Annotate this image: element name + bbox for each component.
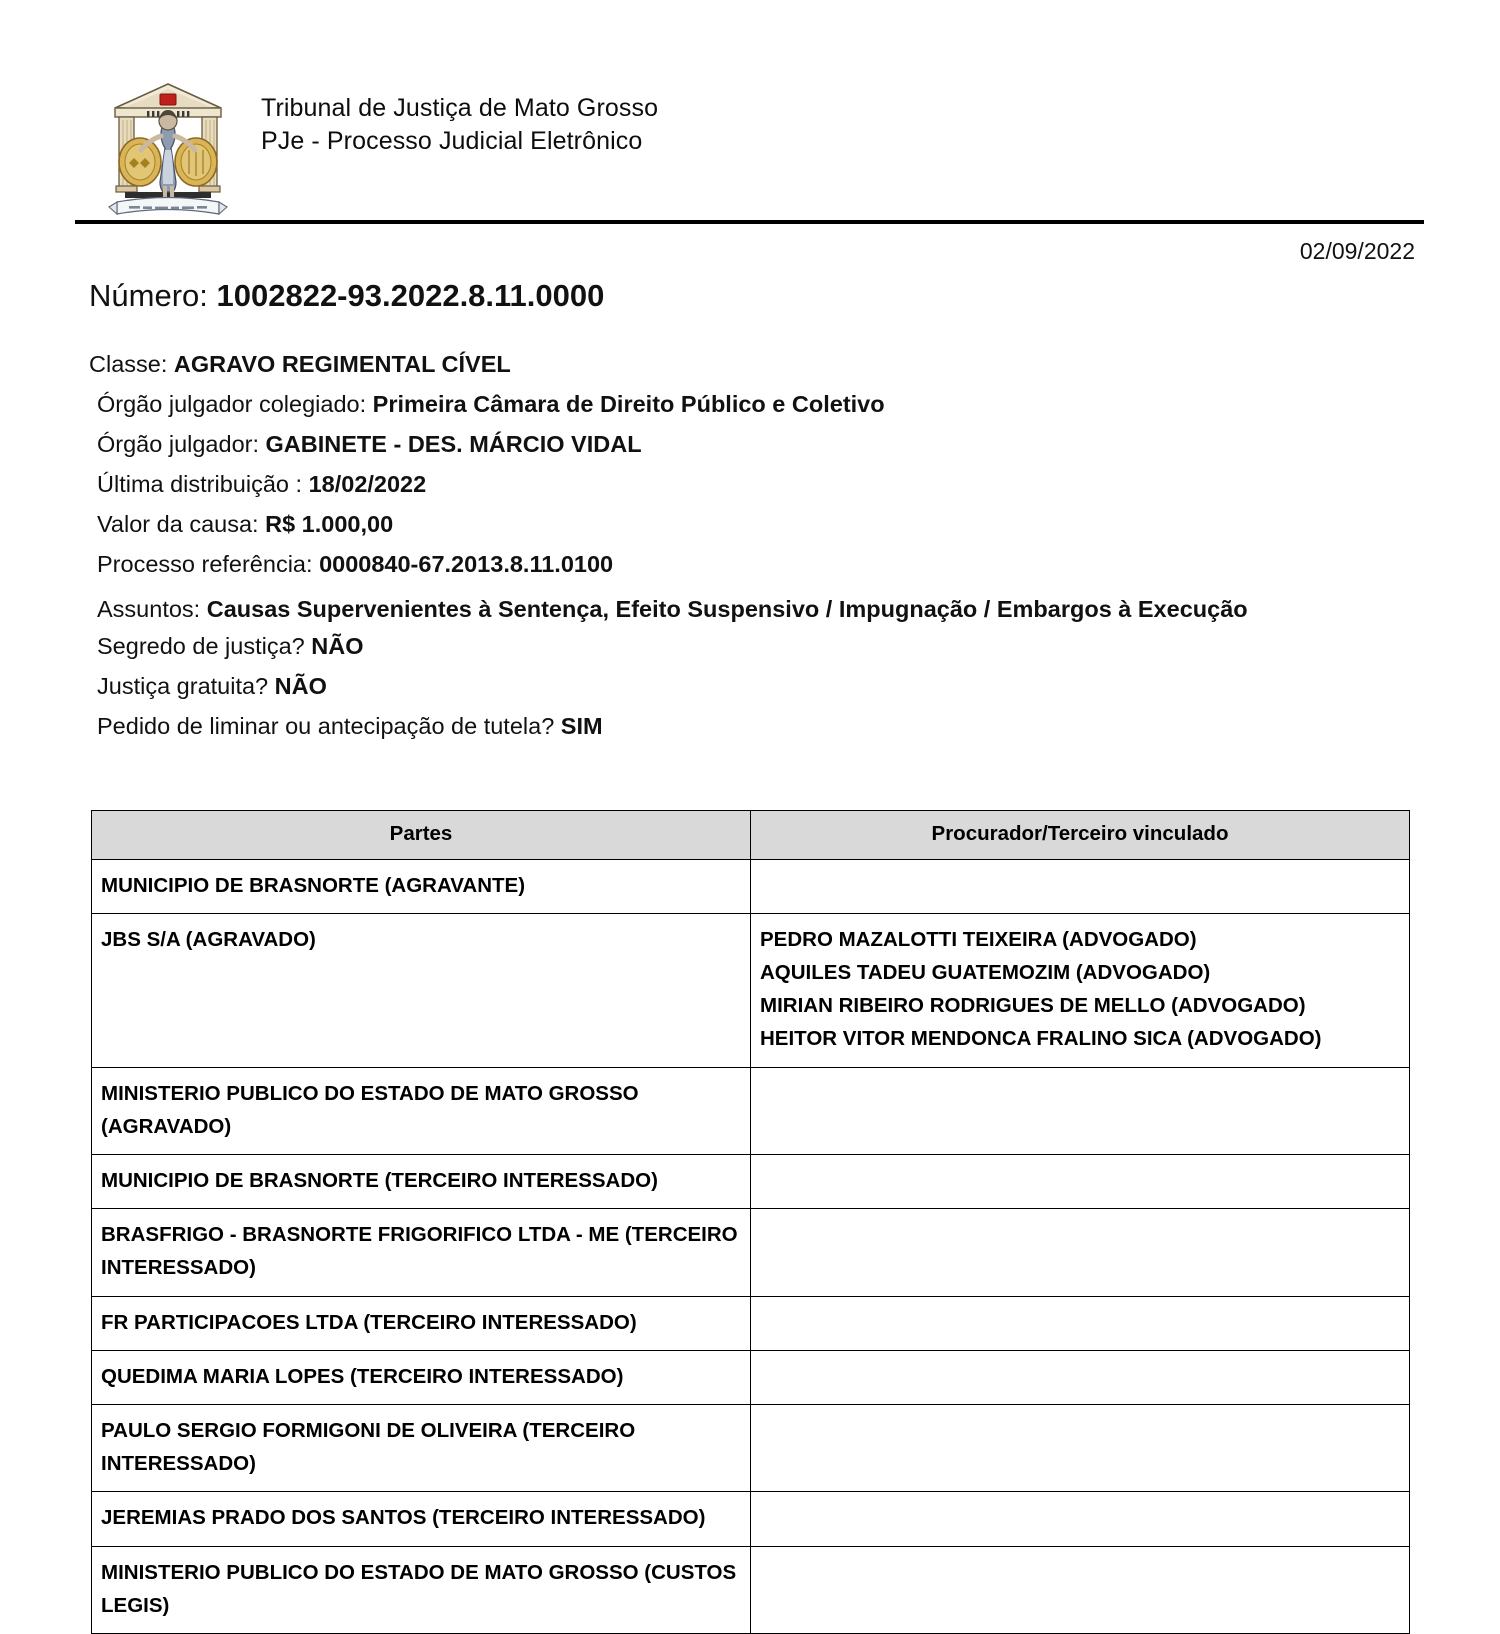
document-masthead <box>75 70 1425 222</box>
cell-procurador <box>751 859 1410 913</box>
table-row <box>92 1546 1410 1633</box>
field-value: Causas Supervenientes à Sentença, Efeito Suspensivo / Impugnação / Embargos à Execução <box>206 596 1248 622</box>
cell-procurador <box>751 1350 1410 1404</box>
process-metadata <box>89 353 1419 755</box>
cell-parte: JBS S/A (AGRAVADO) <box>92 913 751 1067</box>
cell-procurador <box>751 1296 1410 1350</box>
process-number-line <box>89 278 604 314</box>
table-row <box>92 859 1410 913</box>
table-row <box>92 1296 1410 1350</box>
cell-procurador <box>751 913 1410 1067</box>
field-value: 18/02/2022 <box>308 471 427 497</box>
metadata-row-orgao-julgador <box>89 433 1419 457</box>
cell-parte: BRASFRIGO - BRASNORTE FRIGORIFICO LTDA - ME (TERCEIRO INTERESSADO) <box>92 1209 751 1296</box>
metadata-row-segredo-justica <box>89 635 1419 659</box>
cell-parte: PAULO SERGIO FORMIGONI DE OLIVEIRA (TERCEIRO INTERESSADO) <box>92 1405 751 1492</box>
cell-procurador <box>751 1492 1410 1546</box>
cell-procurador <box>751 1209 1410 1296</box>
cell-parte: JEREMIAS PRADO DOS SANTOS (TERCEIRO INTERESSADO) <box>92 1492 751 1546</box>
table-row <box>92 1405 1410 1492</box>
field-value: 0000840-67.2013.8.11.0100 <box>319 551 614 577</box>
table-row <box>92 1067 1410 1154</box>
court-identification <box>261 92 658 158</box>
cell-procurador <box>751 1067 1410 1154</box>
tjmt-coat-of-arms-icon <box>103 78 233 218</box>
cell-parte: MUNICIPIO DE BRASNORTE (AGRAVANTE) <box>92 859 751 913</box>
field-value: GABINETE - DES. MÁRCIO VIDAL <box>265 431 642 457</box>
cell-parte: QUEDIMA MARIA LOPES (TERCEIRO INTERESSADO) <box>92 1350 751 1404</box>
field-label: Órgão julgador: <box>97 431 259 457</box>
metadata-row-classe <box>89 353 1419 377</box>
parties-table-body <box>92 859 1410 1633</box>
table-row <box>92 913 1410 1067</box>
field-value: Primeira Câmara de Direito Público e Coletivo <box>372 391 885 417</box>
field-label: Assuntos: <box>97 596 201 622</box>
cell-procurador <box>751 1405 1410 1492</box>
metadata-row-justica-gratuita <box>89 675 1419 699</box>
metadata-row-ultima-distribuicao <box>89 473 1419 497</box>
table-row <box>92 1155 1410 1209</box>
metadata-row-assuntos <box>89 593 1419 626</box>
field-label: Justiça gratuita? <box>97 673 269 700</box>
table-row <box>92 1209 1410 1296</box>
column-header-partes: Partes <box>92 811 751 860</box>
process-number-value: 1002822-93.2022.8.11.0000 <box>216 278 605 313</box>
field-value: NÃO <box>274 673 327 700</box>
document-date: 02/09/2022 <box>1299 238 1415 264</box>
cell-parte: FR PARTICIPACOES LTDA (TERCEIRO INTERESSADO) <box>92 1296 751 1350</box>
cell-parte: MUNICIPIO DE BRASNORTE (TERCEIRO INTERESSADO) <box>92 1155 751 1209</box>
metadata-row-orgao-colegiado <box>89 393 1419 417</box>
table-header-row <box>92 811 1410 860</box>
process-number-label: Número: <box>89 278 208 313</box>
procurador-name: HEITOR VITOR MENDONCA FRALINO SICA (ADVOGADO) <box>760 1027 1322 1051</box>
parties-table <box>91 810 1410 1634</box>
procurador-name: PEDRO MAZALOTTI TEIXEIRA (ADVOGADO) <box>760 927 1197 951</box>
metadata-row-processo-referencia <box>89 553 1419 577</box>
header-divider <box>75 220 1424 224</box>
field-value: AGRAVO REGIMENTAL CÍVEL <box>173 351 511 377</box>
metadata-row-valor-causa <box>89 513 1419 537</box>
field-label: Classe: <box>89 351 168 377</box>
cell-parte: MINISTERIO PUBLICO DO ESTADO DE MATO GROSSO (CUSTOS LEGIS) <box>92 1546 751 1633</box>
field-label: Pedido de liminar ou antecipação de tutela? <box>97 713 555 740</box>
field-label: Última distribuição : <box>97 471 303 497</box>
metadata-row-pedido-liminar <box>89 715 1419 739</box>
field-value: R$ 1.000,00 <box>265 511 394 537</box>
procurador-name: AQUILES TADEU GUATEMOZIM (ADVOGADO) <box>760 961 1211 984</box>
court-name: Tribunal de Justiça de Mato Grosso <box>261 94 659 122</box>
cell-procurador <box>751 1546 1410 1633</box>
cell-procurador <box>751 1155 1410 1209</box>
field-label: Segredo de justiça? <box>97 633 305 660</box>
field-value: SIM <box>560 713 603 740</box>
procurador-name: MIRIAN RIBEIRO RODRIGUES DE MELLO (ADVOGADO) <box>760 994 1306 1018</box>
field-label: Valor da causa: <box>97 511 259 537</box>
cell-parte: MINISTERIO PUBLICO DO ESTADO DE MATO GROSSO (AGRAVADO) <box>92 1067 751 1154</box>
field-label: Órgão julgador colegiado: <box>97 391 367 417</box>
system-name: PJe - Processo Judicial Eletrônico <box>261 127 643 155</box>
table-row <box>92 1350 1410 1404</box>
field-value: NÃO <box>311 633 364 660</box>
table-row <box>92 1492 1410 1546</box>
field-label: Processo referência: <box>97 551 313 577</box>
column-header-procurador: Procurador/Terceiro vinculado <box>751 811 1410 860</box>
